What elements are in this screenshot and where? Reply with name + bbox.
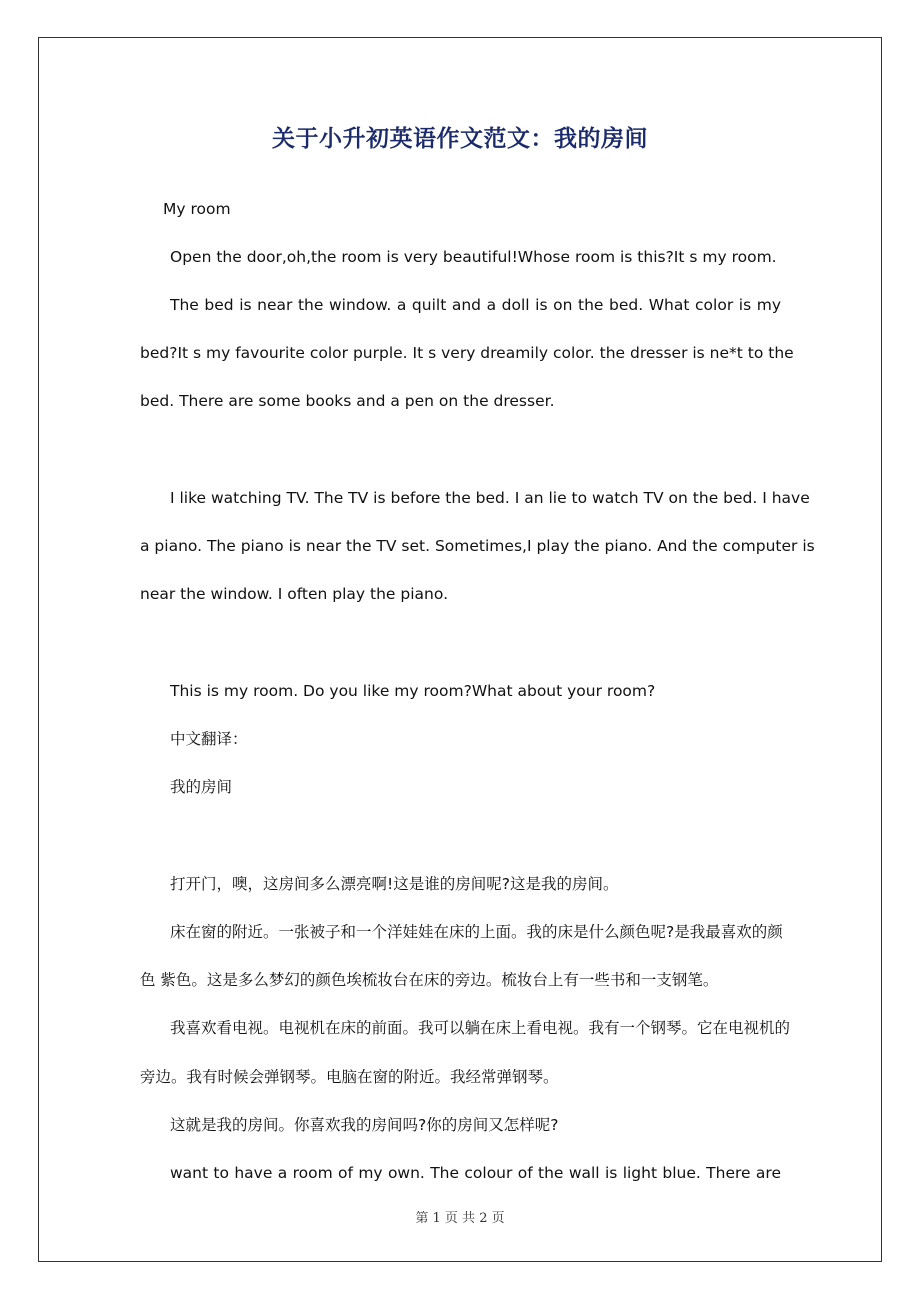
text-line: want to have a room of my own. The colour of the wall is light blue. There are xyxy=(170,1164,781,1182)
text-line-heading: 中文翻译： xyxy=(170,730,248,748)
page-footer: 第 1 页 共 2 页 xyxy=(415,1211,505,1226)
text-line: 色 紫色。这是多么梦幻的颜色埃梳妆台在床的旁边。梳妆台上有一些书和一支钢笔。 xyxy=(140,971,719,989)
text-line: near the window. I often play the piano. xyxy=(140,585,449,603)
text-line: 我喜欢看电视。电视机在床的前面。我可以躺在床上看电视。我有一个钢琴。它在电视机的 xyxy=(170,1019,791,1037)
text-line-heading: 我的房间 xyxy=(170,778,233,796)
text-line: I like watching TV. The TV is before the bed. I an lie to watch TV on the bed. I have xyxy=(170,489,810,507)
text-line: 旁边。我有时候会弹钢琴。电脑在窗的附近。我经常弹钢琴。 xyxy=(140,1068,559,1086)
text-line: 这就是我的房间。你喜欢我的房间吗?你的房间又怎样呢? xyxy=(170,1116,559,1134)
text-line: 床在窗的附近。一张被子和一个洋娃娃在床的上面。我的床是什么颜色呢?是我最喜欢的颜 xyxy=(170,923,783,941)
text-line: This is my room. Do you like my room?What about your room? xyxy=(170,682,656,700)
text-line: a piano. The piano is near the TV set. Sometimes,I play the piano. And the computer is xyxy=(140,537,815,555)
text-line: Open the door,oh,the room is very beautiful!Whose room is this?It s my room. xyxy=(170,248,777,266)
text-line: bed?It s my favourite color purple. It s very dreamily color. the dresser is ne*t to the xyxy=(140,344,794,362)
text-line-my-room: My room xyxy=(163,200,231,218)
document-title: 关于小升初英语作文范文：我的房间 xyxy=(272,126,648,152)
text-line: bed. There are some books and a pen on the dresser. xyxy=(140,392,555,410)
text-line: 打开门，噢，这房间多么漂亮啊!这是谁的房间呢?这是我的房间。 xyxy=(170,875,619,893)
text-line: The bed is near the window. a quilt and a doll is on the bed. What color is my xyxy=(170,296,781,314)
